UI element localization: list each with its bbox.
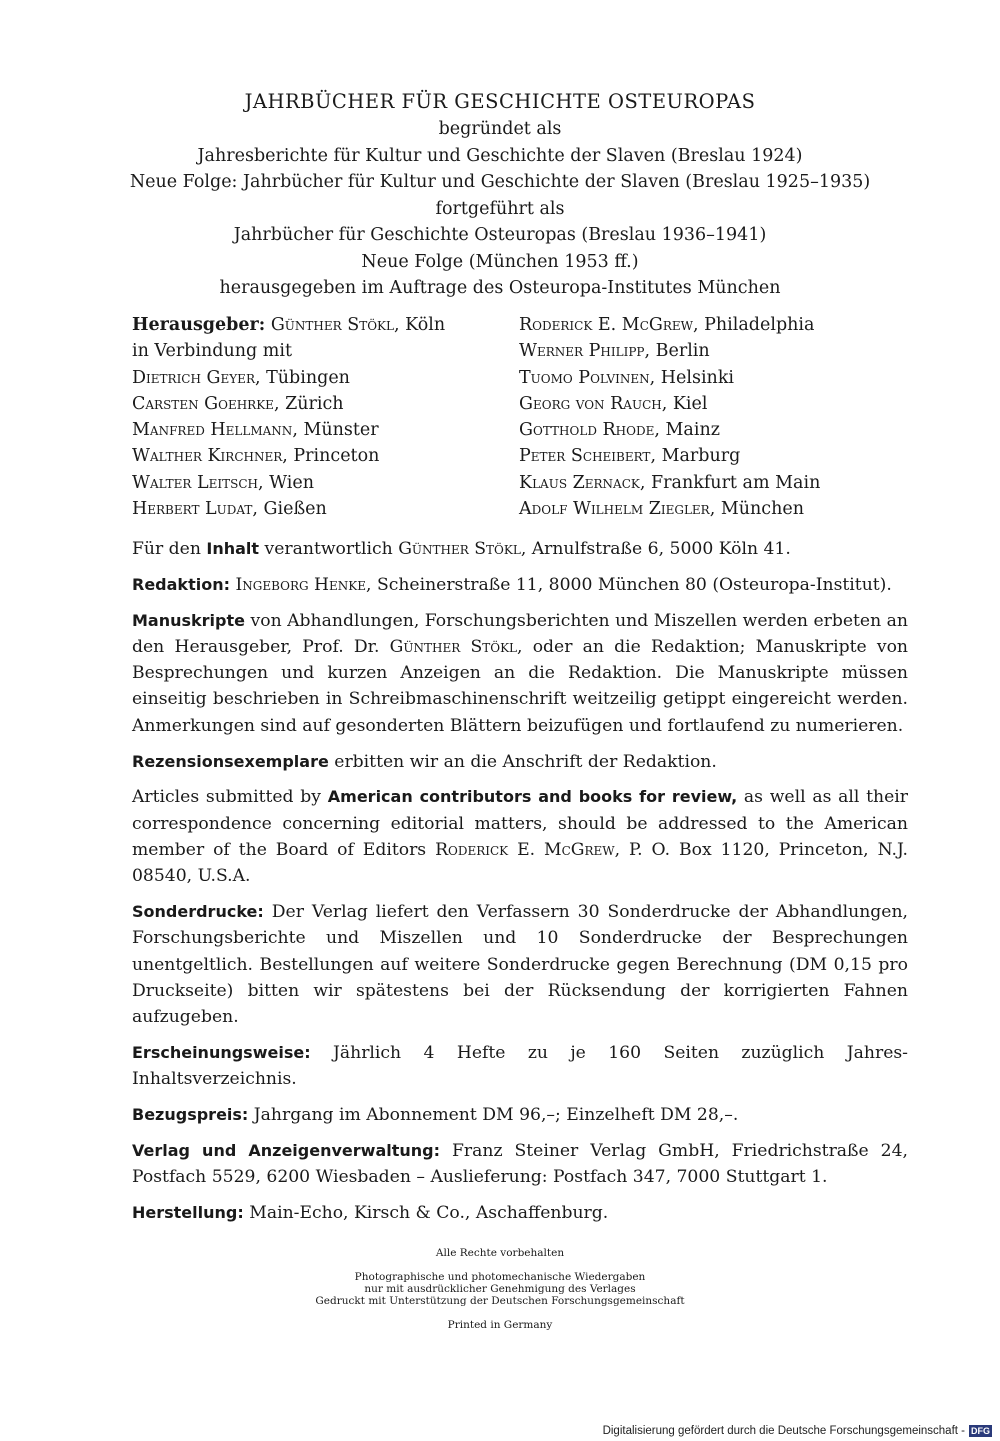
verlag-label: Verlag und Anzeigenverwaltung: [132,1140,441,1160]
co-editor [132,496,512,522]
history-line: Neue Folge (München 1953 ff.) [361,251,639,272]
bezugspreis-paragraph [132,1102,908,1128]
editor-city: , Helsinki [649,367,735,388]
reproduction-notice: nur mit ausdrücklicher Genehmigung des Verlages [364,1283,636,1295]
editor-name: Walther Kirchner [132,446,283,467]
digitization-text: Digitalisierung gefördert durch die Deutsche Forschungsgemeinschaft - [602,1425,965,1437]
text: Franz Steiner Verlag GmbH, Friedrichstraße 24, Postfach 5529, 6200 Wiesbaden – Auslieferung: Postfach 347, 7000 Stuttgart 1. [132,1140,908,1188]
text: , oder an die Redaktion; Manuskripte von Besprechungen und kurzen Anzeigen an die Redaktion. Die Manuskripte müssen einseitig beschrieben in Schreibmaschinenschrift weitzeilig getippt eingereicht werden. Anmerkungen sind auf gesonderten Blättern beizufügen und fortlaufend zu numerieren. [132,636,909,736]
editors-left-column [132,312,512,522]
co-editor [519,470,919,496]
text: Jährlich 4 Hefte zu je 160 Seiten zuzüglich Jahres-Inhaltsverzeichnis. [132,1043,908,1090]
editor-name: Carsten Goehrke [132,393,274,414]
text: von Abhandlungen, Forschungsberichten und Miszellen werden erbeten an den Herausgeber, Prof. Dr. [132,610,908,657]
editor-name: Herbert Ludat [132,499,253,520]
text: Main-Echo, Kirsch & Co., Aschaffenburg. [243,1203,609,1224]
history-line: begründet als [438,119,562,139]
person-name: Günther Stökl [398,539,521,559]
text: as well as all their correspondence concerning editorial matters, should be addressed to the American member of the Board of Editors [132,787,908,860]
text: , Scheinerstraße 11, 8000 München 80 (Osteuropa-Institut). [366,574,892,595]
editor-name: Georg von Rauch [519,393,662,414]
reproduction-notice: Photographische und photomechanische Wiedergaben [354,1271,646,1283]
footer [0,1247,1000,1331]
editor-city: , Kiel [661,393,708,414]
connection-label: in Verbindung mit [132,341,292,362]
american-contributors-label: American contributors and books for review, [327,787,738,807]
co-editor [132,391,512,417]
editor-name: Tuomo Polvinen [519,367,650,388]
text: verantwortlich [259,539,399,559]
history-line: herausgegeben im Auftrage des Osteuropa-Institutes München [219,278,781,298]
person-name: Roderick E. McGrew [435,839,615,860]
editor-city: , Tübingen [254,367,350,388]
co-editor [132,470,512,496]
inhalt-paragraph [132,536,908,562]
editor-city: , Mainz [654,420,720,441]
editor-name: Klaus Zernack [519,472,640,493]
history-line: Jahresberichte für Kultur und Geschichte der Slaven (Breslau 1924) [197,145,803,166]
editor-city: , Princeton [282,446,380,467]
editor-city: , München [709,499,804,520]
herstellung-label: Herstellung: [132,1203,244,1223]
editor-city: , Frankfurt am Main [639,472,821,493]
redaktion-paragraph [132,572,908,598]
person-name: Ingeborg Henke [235,574,367,595]
chief-editor [132,312,512,338]
editor-name: Peter Scheibert [519,446,651,467]
funding-notice: Gedruckt mit Unterstützung der Deutschen Forschungsgemeinschaft [315,1295,685,1307]
editor-city: , Zürich [273,393,344,414]
rights-notice: Alle Rechte vorbehalten [435,1247,565,1259]
info-section [132,536,908,1236]
editor-city: , Gießen [252,499,327,520]
co-editor [519,365,919,391]
co-editor [132,417,512,443]
dfg-logo: DFG [971,1426,990,1436]
editor-name: Werner Philipp [519,341,645,362]
editor-city: , Münster [292,420,379,441]
rezension-paragraph [132,749,908,775]
editor-name: Walter Leitsch [132,472,258,493]
co-editor [519,496,919,522]
journal-title: JAHRBÜCHER FÜR GESCHICHTE OSTEUROPAS [244,90,756,113]
title-block [0,88,1000,302]
history-line: fortgeführt als [435,198,565,219]
editor-name: Roderick E. McGrew [519,315,693,335]
bezugspreis-label: Bezugspreis: [132,1105,249,1125]
inhalt-label: Inhalt [206,539,260,558]
text: , P. O. Box 1120, Princeton, N.J. 08540, U.S.A. [132,839,908,887]
editors-right-column [519,312,919,522]
editor-name: Günther Stökl [270,315,394,335]
erscheinung-paragraph [132,1040,908,1093]
redaktion-label: Redaktion: [132,574,230,594]
editor-name: Manfred Hellmann [132,420,293,441]
sonderdrucke-label: Sonderdrucke: [132,902,264,922]
text: Der Verlag liefert den Verfassern 30 Sonderdrucke der Abhandlungen, Forschungsberichte und Miszellen und 10 Sonderdrucke der Besprechungen unentgeltlich. Bestellungen auf weitere Sonderdrucke gegen Berechnung (DM 0,15 pro Druckseite) bitten wir spätestens bei der Rücksendung der korrigierten Fahnen aufzugeben. [132,902,908,1028]
editor-city: , Marburg [650,446,741,467]
co-editor [132,443,512,469]
printed-in: Printed in Germany [447,1319,553,1331]
editor-name: Gotthold Rhode [519,420,655,441]
articles-paragraph [132,784,908,889]
co-editor [519,312,919,338]
editor-city: , Köln [394,315,446,335]
history-line: Neue Folge: Jahrbücher für Kultur und Geschichte der Slaven (Breslau 1925–1935) [129,172,871,192]
person-name: Günther Stökl [389,636,518,657]
sonderdrucke-paragraph [132,899,908,1030]
herstellung-paragraph [132,1200,908,1226]
text: erbitten wir an die Anschrift der Redaktion. [328,751,717,772]
editor-city: , Wien [258,472,315,493]
co-editor [132,365,512,391]
editor-city: , Berlin [644,341,710,362]
editor-city: , Philadelphia [693,315,815,335]
co-editor [519,417,919,443]
co-editor [519,391,919,417]
manuskripte-paragraph [132,608,908,739]
erscheinung-label: Erscheinungsweise: [132,1043,311,1063]
text: , Arnulfstraße 6, 5000 Köln 41. [520,539,791,559]
rezension-label: Rezensionsexemplare [132,751,329,771]
editors-label: Herausgeber: [132,315,266,335]
text: Articles submitted by [132,787,328,808]
co-editor [519,338,919,364]
editor-name: Adolf Wilhelm Ziegler [519,499,710,520]
verlag-paragraph [132,1138,908,1191]
text: Für den [132,539,207,559]
editor-name: Dietrich Geyer [132,367,255,388]
text: Jahrgang im Abonnement DM 96,–; Einzelheft DM 28,–. [248,1105,739,1126]
manuskripte-label: Manuskripte [132,610,245,630]
co-editor [519,443,919,469]
history-line: Jahrbücher für Geschichte Osteuropas (Breslau 1936–1941) [233,225,767,245]
digitization-credit [603,1425,992,1437]
